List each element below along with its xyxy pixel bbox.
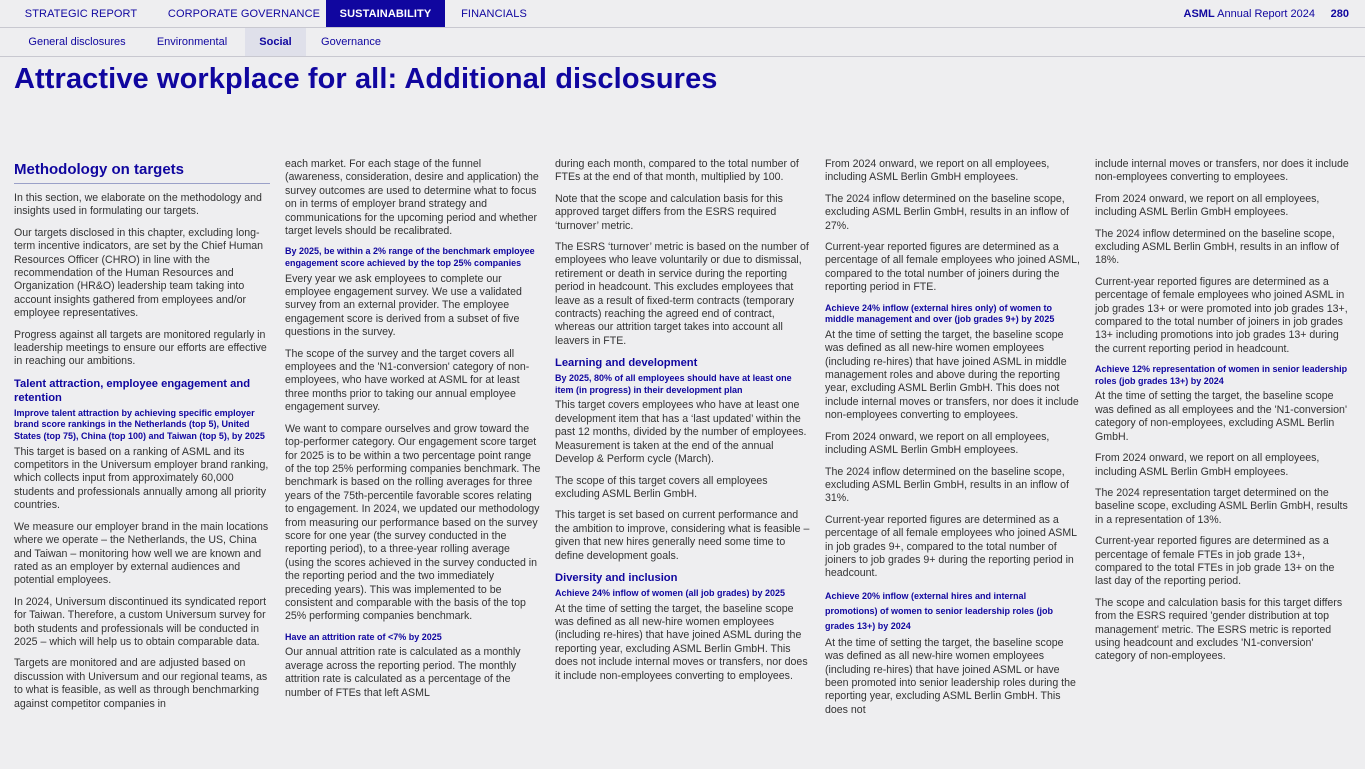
paragraph: In 2024, Universum discontinued its syndicated report for Taiwan. Therefore, a custom Universum survey for both students and professionals will be conducted in 2025 – which will help us to obtain comparable data. xyxy=(14,595,267,648)
subtab-governance[interactable]: Governance xyxy=(321,36,381,48)
report-name: Annual Report 2024 xyxy=(1214,8,1315,20)
paragraph: Note that the scope and calculation basis for this approved target differs from the ESRS required ‘turnover’ metric. xyxy=(555,192,783,232)
paragraph: each market. For each stage of the funnel (awareness, consideration, desire and application) the survey outcomes are used to determine what to focus on in terms of employer brand strategy and communications for the upcoming period and whether target levels should be recalibrated. xyxy=(285,158,539,238)
paragraph: From 2024 onward, we report on all employees, including ASML Berlin GmbH employees. xyxy=(825,158,1050,184)
paragraph: Targets are monitored and are adjusted based on discussion with Universum and our regional teams, as to what is feasible, as well as through benchmarking against competitor companies in xyxy=(14,657,268,710)
paragraph: From 2024 onward, we report on all employees, including ASML Berlin GmbH employees. xyxy=(825,430,1050,457)
column-4 xyxy=(825,158,1081,725)
paragraph: The ESRS ‘turnover’ metric is based on the number of employees who leave voluntarily or due to dismissal, retirement or death in service during the reporting period in headcount. This excludes employees that leave as a result of fixed-term contracts (temporary contracts) reaching the agreed end of contract, whereas our attrition target takes into account all leavers in FTE. xyxy=(555,241,809,347)
paragraph: We measure our employer brand in the main locations where we operate – the Netherlands, the US, China and Taiwan – monitoring how well we are known and rated as an employer by external audiences and potential employees. xyxy=(14,520,269,587)
subtab-general-disclosures[interactable]: General disclosures xyxy=(28,36,126,48)
paragraph: include internal moves or transfers, nor does it include non-employees converting to employees. xyxy=(1095,158,1349,184)
paragraph: The scope and calculation basis for this target differs from the ESRS required 'gender distribution at top management' metric. The ESRS metric is reported using headcount and excludes 'N1-conversion' category of non-employees. xyxy=(1095,596,1343,663)
target-heading: Achieve 12% representation of women in senior leadership roles (job grades 13+) by 2024 xyxy=(1095,364,1348,386)
column-5 xyxy=(1095,158,1351,672)
top-navigation xyxy=(0,0,1365,28)
target-heading: By 2025, 80% of all employees should have at least one item (in progress) in their development plan xyxy=(555,373,792,395)
section-heading-methodology: Methodology on targets xyxy=(14,160,270,184)
target-heading: By 2025, be within a 2% range of the benchmark employee engagement score achieved by the top 25% companies xyxy=(285,246,535,269)
paragraph: From 2024 onward, we report on all employees, including ASML Berlin GmbH employees. xyxy=(1095,452,1320,478)
paragraph: We want to compare ourselves and grow toward the top-performer category. Our engagement score target for 2025 is to be within a two percentage point range of the top 25% performing companies benchmark. The benchmark is based on the rolling averages for three years of the 75th-percentile favorable scores relating to engagement. In 2024, we updated our methodology from measuring our performance based on the survey score for one year (the survey conducted in the reporting period), to a three-year rolling average (using the scores achieved in the survey conducted in the reporting period and the two immediately preceding years). This was implemented to be consistent and comparable with the basis of the top 25% performing companies benchmark. xyxy=(285,422,541,623)
paragraph: The scope of the survey and the target covers all employees and the 'N1-conversion' category of non-employees, who have worked at ASML for at least three months prior to taking our annual employee engagement survey. xyxy=(285,347,530,414)
paragraph: At the time of setting the target, the baseline scope was defined as all new-hire women employees (including re-hires) that have joined ASML in middle management roles and above during the reporting year, excluding ASML Berlin GmbH. This does not include internal moves or transfers, nor does it include non-employees converting to employees. xyxy=(825,328,1079,422)
paragraph: From 2024 onward, we report on all employees, including ASML Berlin GmbH employees. xyxy=(1095,192,1320,219)
page-title: Attractive workplace for all: Additional disclosures xyxy=(14,63,718,95)
subheading-talent-attraction: Talent attraction, employee engagement and retention xyxy=(14,377,251,404)
paragraph: At the time of setting the target, the baseline scope was defined as all new-hire women employees (including re-hires) that have joined ASML during the reporting year, excluding ASML Berlin GmbH. This does not include internal moves or transfers, nor does it include non-employees converting to employees. xyxy=(555,602,808,682)
paragraph: Current-year reported figures are determined as a percentage of all female employees who joined ASML, compared to the total number of joiners during the reporting period in FTE. xyxy=(825,241,1080,294)
paragraph: Current-year reported figures are determined as a percentage of female FTEs in job grade 13+, compared to the total FTEs in job grade 13+ on the last day of the reporting period. xyxy=(1095,535,1335,588)
target-heading: Achieve 20% inflow (external hires and internal promotions) of women to senior leadership roles (job grades 13+) by 2024 xyxy=(825,590,1054,631)
paragraph: Progress against all targets are monitored regularly in leadership meetings to ensure our efforts are effective in reaching our ambitions. xyxy=(14,328,267,368)
tab-corporate-governance[interactable]: CORPORATE GOVERNANCE xyxy=(167,8,321,20)
target-heading: Achieve 24% inflow (external hires only) of women to middle management and over (job grades 9+) by 2025 xyxy=(825,302,1055,325)
paragraph: The scope of this target covers all employees excluding ASML Berlin GmbH. xyxy=(555,474,768,500)
subheading-learning-development: Learning and development xyxy=(555,357,698,370)
subtab-social[interactable]: Social xyxy=(245,28,306,56)
paragraph: The 2024 representation target determined on the baseline scope, excluding ASML Berlin GmbH, results in a representation of 13%. xyxy=(1095,486,1348,526)
target-heading: Improve talent attraction by achieving specific employer brand score rankings in the Netherlands (top 5), United States (top 75), China (top 100) and Taiwan (top 5), by 2025 xyxy=(14,407,265,442)
paragraph: In this section, we elaborate on the methodology and insights used in formulating our targets. xyxy=(14,192,262,218)
paragraph: At the time of setting the target, the baseline scope was defined as all employees and the 'N1-conversion' category of non-employees, excluding ASML Berlin GmbH. xyxy=(1095,390,1347,443)
target-heading: Have an attrition rate of <7% by 2025 xyxy=(285,631,442,642)
paragraph: The 2024 inflow determined on the baseline scope, excluding ASML Berlin GmbH, results in an inflow of 18%. xyxy=(1095,227,1339,267)
target-heading: Achieve 24% inflow of women (all job grades) by 2025 xyxy=(555,587,786,598)
paragraph: This target is set based on current performance and the ambition to improve, considering what is feasible – given that new hires generally need some time to define development goals. xyxy=(555,509,810,562)
sub-navigation xyxy=(0,28,1365,57)
paragraph: Current-year reported figures are determined as a percentage of female employees who joined ASML in job grades 13+ or were promoted into job grades 13+, compared to the total number of joiners in job grades 13+ including promotions into job grades 13+ during the current reporting period in headcount. xyxy=(1095,275,1348,355)
tab-strategic-report[interactable]: STRATEGIC REPORT xyxy=(24,8,138,20)
page-number: 280 xyxy=(1330,8,1349,20)
column-3 xyxy=(555,158,811,691)
subheading-diversity-inclusion: Diversity and inclusion xyxy=(555,571,678,584)
paragraph: This target covers employees who have at least one development item that has a ‘last updated’ within the past 12 months, divided by the number of employees. Measurement is taken at the end of the annual Develop & Perform cycle (March). xyxy=(555,399,807,466)
tab-sustainability[interactable]: SUSTAINABILITY xyxy=(326,0,445,27)
paragraph: during each month, compared to the total number of FTEs at the end of that month, multiplied by 100. xyxy=(555,158,799,184)
paragraph: Current-year reported figures are determined as a percentage of all female employees who joined ASML in job grades 9+, compared to the total number of joiners to job grades 9+ during the reporting period in headcount. xyxy=(825,513,1077,580)
report-brand xyxy=(1184,0,1315,27)
paragraph: The 2024 inflow determined on the baseline scope, excluding ASML Berlin GmbH, results in an inflow of 31%. xyxy=(825,465,1069,505)
paragraph: Every year we ask employees to complete our employee engagement survey. We use a validated survey from an external provider. The employee engagement score is derived from a subset of five questions in the survey. xyxy=(285,272,522,339)
paragraph: The 2024 inflow determined on the baseline scope, excluding ASML Berlin GmbH, results in an inflow of 27%. xyxy=(825,192,1069,232)
tab-financials[interactable]: FINANCIALS xyxy=(461,8,527,20)
paragraph: Our annual attrition rate is calculated as a monthly average across the reporting period. The monthly attrition rate is calculated as a percentage of the number of FTEs that left ASML xyxy=(285,646,521,699)
column-2 xyxy=(285,158,541,708)
paragraph: At the time of setting the target, the baseline scope was defined as all new-hire women employees (including re-hires) that have joined ASML or have been promoted into senior leadership roles during the reporting year, excluding ASML Berlin GmbH. This does not xyxy=(825,636,1076,716)
brand-name: ASML xyxy=(1183,8,1215,20)
subtab-environmental[interactable]: Environmental xyxy=(156,36,228,48)
column-1 xyxy=(14,158,270,719)
paragraph: This target is based on a ranking of ASML and its competitors in the Universum employer brand ranking, which collects input from approximately 60,000 students and professionals annually among all priority countries. xyxy=(14,445,269,512)
paragraph: Our targets disclosed in this chapter, excluding long-term incentive indicators, are set by the Chief Human Resources Officer (CHRO) in line with the recommendation of the Human Resources and Organization (HR&O) leadership team taking into account insights gathered from employees and/or employee representatives. xyxy=(14,226,264,320)
